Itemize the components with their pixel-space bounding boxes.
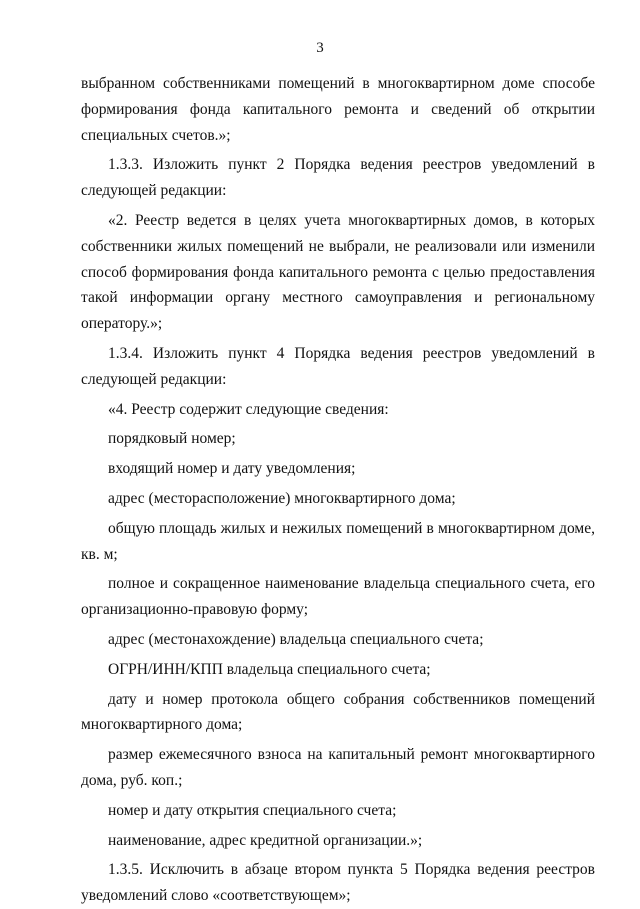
paragraph-quote-point-4: «4. Реестр содержит следующие сведения: — [108, 400, 389, 418]
list-item-monthly-fee: размер ежемесячного взноса на капитальный ремонт многоквартирного дома, руб. коп.; — [81, 746, 595, 789]
page-number: 3 — [316, 40, 324, 56]
paragraph-item-1-3-5: 1.3.5. Исключить в абзаце втором пункта 5 Порядка ведения реестров уведомлений слово «соответствующем»; — [81, 861, 595, 905]
list-item-ogrn-inn-kpp: ОГРН/ИНН/КПП владельца специального счета; — [108, 660, 431, 678]
list-item-account-opening: номер и дату открытия специального счета; — [108, 801, 397, 819]
document-body — [81, 71, 595, 909]
list-item-serial-number: порядковый номер; — [108, 430, 236, 448]
list-item-owner-name: полное и сокращенное наименование владельца специального счета, его организационно-правовую форму; — [81, 575, 595, 619]
paragraph-continuation: выбранном собственниками помещений в многоквартирном доме способе формирования фонда капитального ремонта и сведений об открытии специальных счетов.»; — [81, 75, 595, 144]
list-item-incoming-number: входящий номер и дату уведомления; — [108, 460, 356, 478]
list-item-protocol: дату и номер протокола общего собрания собственников помещений многоквартирного дома; — [81, 690, 595, 734]
paragraph-quote-point-2: «2. Реестр ведется в целях учета многоквартирных домов, в которых собственники жилых помещений не выбрали, не реализовали или изменили способ формирования фонда капитального ремонта с целью предоставления такой информации органу местного самоуправления и региональному оператору.»; — [81, 211, 595, 333]
list-item-owner-location: адрес (местонахождение) владельца специального счета; — [108, 630, 484, 648]
paragraph-item-1-3-4: 1.3.4. Изложить пункт 4 Порядка ведения реестров уведомлений в следующей редакции: — [81, 344, 595, 388]
list-item-total-area: общую площадь жилых и нежилых помещений в многоквартирном доме, кв. м; — [81, 519, 595, 563]
list-item-address: адрес (месторасположение) многоквартирного дома; — [108, 489, 456, 507]
list-item-credit-organization: наименование, адрес кредитной организации.»; — [108, 831, 423, 849]
paragraph-item-1-3-3: 1.3.3. Изложить пункт 2 Порядка ведения реестров уведомлений в следующей редакции: — [81, 156, 595, 200]
